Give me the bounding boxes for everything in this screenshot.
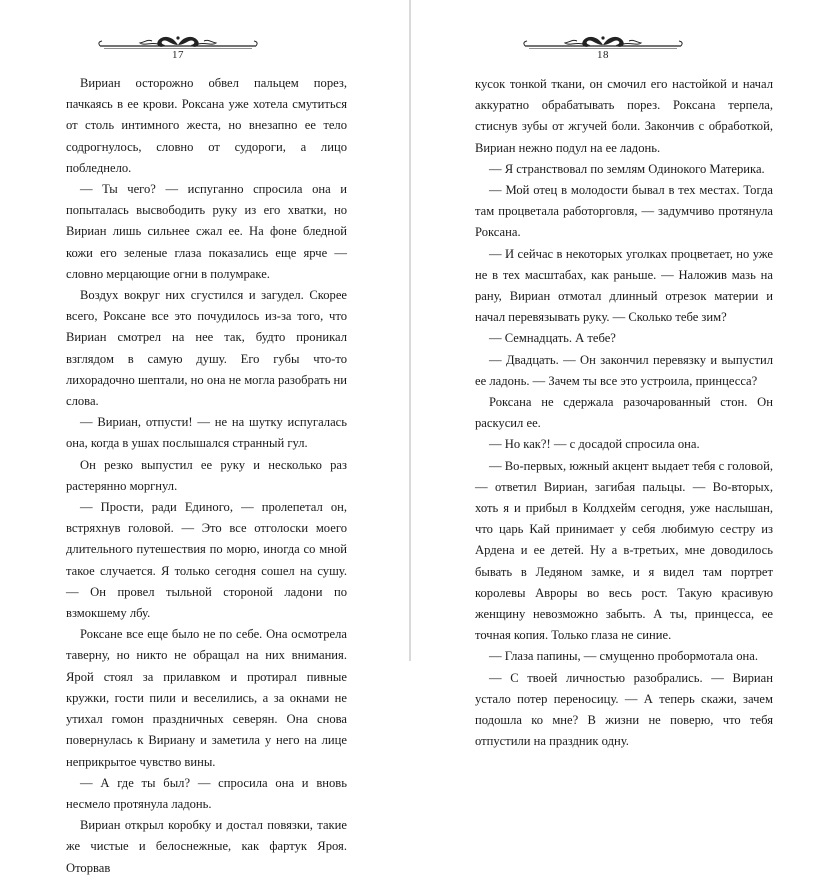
right-page — [411, 0, 820, 749]
paragraph: — Прости, ради Единого, — пролепетал он, встряхнув головой. — Это все отголоски моего длительного путешествия по морю, иногда со мной такое случается. Я только сегодня сошел на сушу. — Он провел тыльной стороной ладони по взмокшему лбу. — [66, 500, 347, 621]
left-page — [0, 0, 409, 875]
paragraph: — Глаза папины, — смущенно пробормотала она. — [489, 649, 759, 664]
left-page-text — [66, 73, 347, 879]
page-number: 18 — [597, 49, 609, 61]
paragraph: — Во-первых, южный акцент выдает тебя с головой, — ответил Вириан, загибая пальцы. — Во-вторых, хоть я и прибыл в Колдхейм сегодня, уже наслышан, что царь Кай принимает у себя любимую сестру из Ардена и ее детей. Ну а в-третьих, мне доводилось бывать в Ледяном замке, и я видел там портрет королевы Авроры во весь рост. Такую красивую женщину невозможно забыть. А ты, принцесса, ее точная копия. Только глаза не синие. — [475, 458, 773, 643]
paragraph: Он резко выпустил ее руку и несколько раз растерянно моргнул. — [66, 457, 347, 493]
paragraph: Вириан осторожно обвел пальцем порез, пачкаясь в ее крови. Роксана уже хотела смутиться от столь интимного жеста, но внезапно ее тело содрогнулось, словно от судороги, а лицо побледнело. — [66, 76, 347, 175]
paragraph: — И сейчас в некоторых уголках процветает, но уже не в тех масштабах, как раньше. — Наложив мазь на рану, Вириан отмотал длинный отрезок материи и начал перевязывать руку. — Сколько тебе зим? — [475, 246, 773, 325]
paragraph: Воздух вокруг них сгустился и загудел. Скорее всего, Роксане все это почудилось из-за того, что Вириан смотрел на нее так, будто проникал взглядом в самую душу. Его губы что-то лихорадочно шептали, но она не могла разобрать ни слова. — [66, 288, 347, 409]
paragraph: — Семнадцать. А тебе? — [489, 331, 616, 346]
paragraph: Вириан открыл коробку и достал повязки, такие же чистые и белоснежные, как фартук Яроя. Оторвав — [66, 818, 347, 875]
paragraph: Роксане все еще было не по себе. Она осмотрела таверну, но никто не обращал на них внимания. Ярой стоял за прилавком и протирал пивные кружки, гости пили и веселились, а за окнами не утихал гомон праздничных северян. Она снова повернулась к Вириану и заметила у него на лице неприкрытое чувство вины. — [66, 627, 347, 769]
paragraph: — Но как?! — с досадой спросила она. — [489, 437, 700, 452]
paragraph: — Вириан, отпусти! — не на шутку испугалась она, когда в ушах послышался странный гул. — [66, 415, 347, 451]
paragraph: Роксана не сдержала разочарованный стон. Он раскусил ее. — [475, 395, 773, 431]
paragraph-continuation: кусок тонкой ткани, он смочил его настойкой и начал аккуратно обрабатывать порез. Роксана терпела, стиснув зубы от жгучей боли. Закончив с обработкой, Вириан нежно подул на ее ладонь. — [475, 77, 773, 155]
right-page-text — [475, 74, 773, 753]
paragraph: — Мой отец в молодости бывал в тех местах. Тогда там процветала работорговля, — задумчиво протянула Роксана. — [475, 183, 773, 240]
paragraph: — А где ты был? — спросила она и вновь несмело протянула ладонь. — [66, 775, 347, 811]
paragraph: — Ты чего? — испуганно спросила она и попыталась высвободить руку из его хватки, но Вириан лишь сильнее сжал ее. На фоне бледной кожи его зеленые глаза показались еще ярче — словно мерцающие огни в полумраке. — [66, 182, 347, 281]
paragraph: — С твоей личностью разобрались. — Вириан устало потер переносицу. — А теперь скажи, зачем подошла ко мне? В жизни не поверю, что тебя отпустили на праздник одну. — [475, 670, 773, 749]
page-number: 17 — [172, 49, 184, 61]
paragraph: — Я странствовал по землям Одинокого Материка. — [489, 161, 765, 176]
paragraph: — Двадцать. — Он закончил перевязку и выпустил ее ладонь. — Зачем ты все это устроила, принцесса? — [475, 352, 773, 388]
